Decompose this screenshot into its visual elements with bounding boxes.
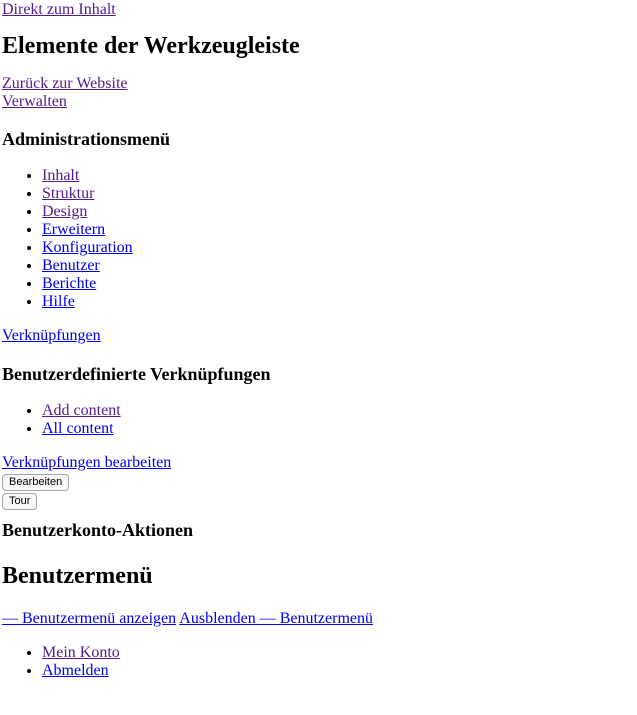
user-menu-toggle-row [2, 610, 635, 628]
admin-menu-link-inhalt[interactable]: Inhalt [42, 167, 80, 184]
edit-button[interactable]: Bearbeiten [2, 474, 69, 491]
admin-menu-item-struktur [42, 185, 635, 203]
shortcuts-link[interactable]: Verknüpfungen [2, 327, 101, 344]
skip-to-content-link[interactable]: Direkt zum Inhalt [2, 1, 116, 18]
hide-user-menu-link[interactable]: Ausblenden — Benutzermenü [179, 610, 374, 627]
show-user-menu-link[interactable]: — Benutzermenü anzeigen [2, 610, 177, 627]
shortcut-item-add-content [42, 402, 635, 420]
tour-button-row [2, 491, 635, 510]
shortcut-link-all-content[interactable]: All content [42, 420, 114, 437]
admin-menu-link-erweitern[interactable]: Erweitern [42, 221, 106, 238]
edit-shortcuts-link[interactable]: Verknüpfungen bearbeiten [2, 454, 172, 471]
admin-menu-item-konfiguration [42, 239, 635, 257]
logout-link[interactable]: Abmelden [42, 662, 109, 679]
admin-menu-link-hilfe[interactable]: Hilfe [42, 293, 75, 310]
my-account-link[interactable]: Mein Konto [42, 644, 120, 661]
back-to-site-link[interactable]: Zurück zur Website [2, 75, 128, 92]
tour-button[interactable]: Tour [2, 493, 37, 510]
custom-shortcuts-list [2, 402, 635, 438]
admin-menu-item-hilfe [42, 293, 635, 311]
admin-menu-link-struktur[interactable]: Struktur [42, 185, 95, 202]
admin-menu-item-design [42, 203, 635, 221]
admin-menu-list [2, 167, 635, 311]
edit-button-row [2, 472, 635, 491]
user-menu-item-logout [42, 662, 635, 680]
shortcut-item-all-content [42, 420, 635, 438]
manage-link[interactable]: Verwalten [2, 93, 67, 110]
admin-menu-link-berichte[interactable]: Berichte [42, 275, 97, 292]
custom-shortcuts-heading: Benutzerdefinierte Verknüpfungen [2, 364, 271, 384]
user-menu-heading: Benutzermenü [2, 563, 153, 589]
admin-menu-item-benutzer [42, 257, 635, 275]
shortcut-link-add-content[interactable]: Add content [42, 402, 121, 419]
account-actions-heading: Benutzerkonto-Aktionen [2, 520, 194, 540]
user-menu-list [2, 644, 635, 680]
admin-menu-heading: Administrationsmenü [2, 129, 171, 149]
admin-menu-item-berichte [42, 275, 635, 293]
admin-menu-item-inhalt [42, 167, 635, 185]
admin-menu-link-konfiguration[interactable]: Konfiguration [42, 239, 133, 256]
admin-menu-item-erweitern [42, 221, 635, 239]
admin-menu-link-design[interactable]: Design [42, 203, 88, 220]
toolbar-title: Elemente der Werkzeugleiste [2, 33, 300, 59]
user-menu-item-my-account [42, 644, 635, 662]
admin-menu-link-benutzer[interactable]: Benutzer [42, 257, 100, 274]
